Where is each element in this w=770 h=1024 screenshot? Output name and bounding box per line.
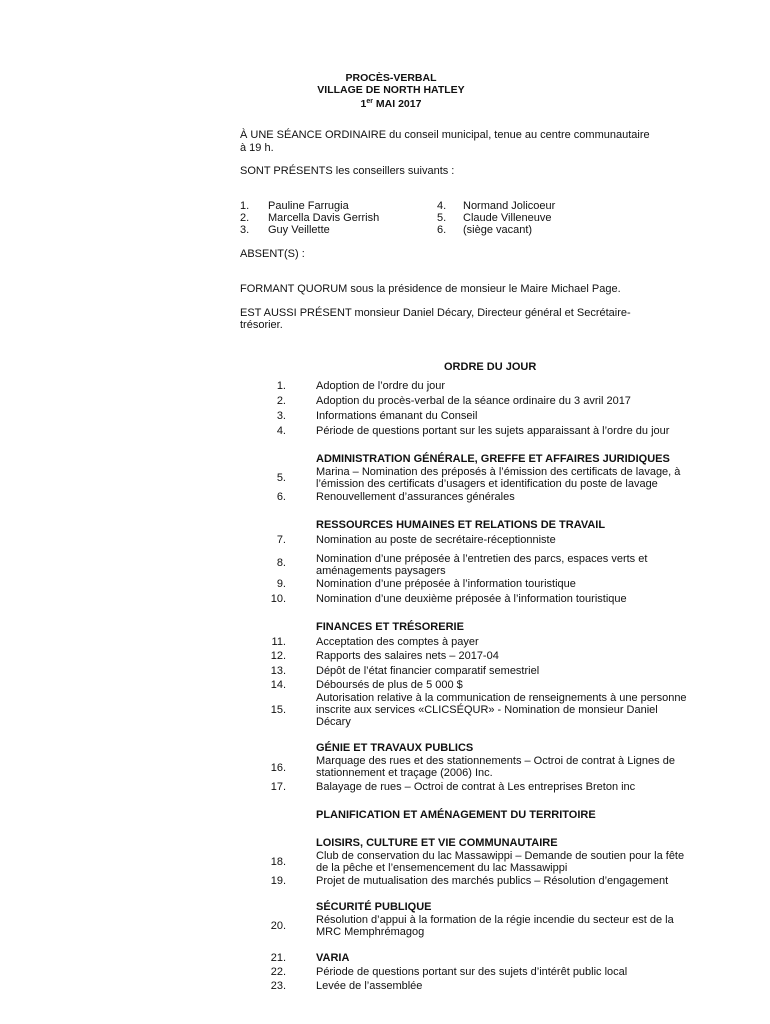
conseiller-name: Claude Villeneuve bbox=[463, 212, 552, 224]
item-text: Nomination d’une préposée à l’information touristique bbox=[316, 578, 576, 590]
item-num: 7. bbox=[276, 534, 286, 546]
seance-line-2: à 19 h. bbox=[240, 142, 274, 154]
conseiller-num: 2. bbox=[240, 212, 250, 224]
item-num: 21. bbox=[270, 952, 286, 964]
item-num: 8. bbox=[276, 557, 286, 569]
item-text: Rapports des salaires nets – 2017-04 bbox=[316, 650, 499, 662]
conseiller-num: 3. bbox=[240, 224, 250, 236]
item-text: l’émission des certificats d’usagers et identification du poste de lavage bbox=[316, 478, 658, 490]
item-text: stationnement et traçage (2006) Inc. bbox=[316, 767, 493, 779]
item-text: Période de questions portant sur des sujets d’intérêt public local bbox=[316, 966, 628, 978]
conseiller-num: 5. bbox=[437, 212, 447, 224]
item-text: Marina – Nomination des préposés à l’émission des certificats de lavage, à bbox=[316, 466, 681, 478]
conseiller-name: Pauline Farrugia bbox=[268, 200, 349, 212]
item-num: 9. bbox=[276, 578, 286, 590]
section-loisirs: LOISIRS, CULTURE ET VIE COMMUNAUTAIRE bbox=[316, 837, 558, 849]
item-text: Projet de mutualisation des marchés publics – Résolution d’engagement bbox=[316, 875, 669, 887]
item-num: 10. bbox=[270, 593, 286, 605]
section-rh: RESSOURCES HUMAINES ET RELATIONS DE TRAVAIL bbox=[316, 519, 606, 531]
item-text: MRC Memphrémagog bbox=[316, 926, 425, 938]
item-text: Balayage de rues – Octroi de contrat à Les entreprises Breton inc bbox=[316, 781, 636, 793]
ordre-title: ORDRE DU JOUR bbox=[444, 361, 537, 373]
item-text: Acceptation des comptes à payer bbox=[316, 636, 479, 648]
header-village: VILLAGE DE NORTH HATLEY bbox=[317, 84, 465, 96]
section-securite: SÉCURITÉ PUBLIQUE bbox=[316, 901, 432, 913]
seance-line-1: À UNE SÉANCE ORDINAIRE du conseil municipal, tenue au centre communautaire bbox=[240, 129, 650, 141]
item-num: 14. bbox=[270, 679, 286, 691]
item-text: Résolution d’appui à la formation de la régie incendie du secteur est de la bbox=[316, 914, 674, 926]
item-text: Période de questions portant sur les sujets apparaissant à l’ordre du jour bbox=[316, 425, 670, 437]
section-finances: FINANCES ET TRÉSORERIE bbox=[316, 621, 464, 633]
item-num: 1. bbox=[276, 380, 286, 392]
section-varia: VARIA bbox=[316, 952, 350, 964]
conseiller-name: Marcella Davis Gerrish bbox=[268, 212, 380, 224]
conseiller-num: 6. bbox=[437, 224, 447, 236]
section-admin: ADMINISTRATION GÉNÉRALE, GREFFE ET AFFAIRES JURIDIQUES bbox=[316, 453, 670, 465]
aussi-line-2: trésorier. bbox=[240, 319, 283, 331]
item-text: Levée de l’assemblée bbox=[316, 980, 423, 992]
aussi-line-1: EST AUSSI PRÉSENT monsieur Daniel Décary, Directeur général et Secrétaire- bbox=[240, 307, 631, 319]
item-num: 17. bbox=[270, 781, 286, 793]
item-num: 5. bbox=[276, 472, 286, 484]
item-text: Club de conservation du lac Massawippi – Demande de soutien pour la fête bbox=[316, 850, 685, 862]
conseiller-num: 4. bbox=[437, 200, 447, 212]
item-text: Autorisation relative à la communication de renseignements à une personne bbox=[316, 692, 687, 704]
quorum-line: FORMANT QUORUM sous la présidence de monsieur le Maire Michael Page. bbox=[240, 283, 621, 295]
item-num: 19. bbox=[270, 875, 286, 887]
conseiller-num: 1. bbox=[240, 200, 250, 212]
conseiller-name: (siège vacant) bbox=[463, 224, 533, 236]
item-text: Marquage des rues et des stationnements – Octroi de contrat à Lignes de bbox=[316, 755, 675, 767]
conseiller-name: Guy Veillette bbox=[268, 224, 330, 236]
item-num: 20. bbox=[270, 920, 286, 932]
section-planif: PLANIFICATION ET AMÉNAGEMENT DU TERRITOIRE bbox=[316, 809, 596, 821]
item-num: 18. bbox=[270, 856, 286, 868]
header-title: PROCÈS-VERBAL bbox=[345, 72, 437, 84]
absents-line: ABSENT(S) : bbox=[240, 248, 305, 260]
presents-line: SONT PRÉSENTS les conseillers suivants : bbox=[240, 165, 455, 177]
item-text: Décary bbox=[316, 716, 351, 728]
item-num: 4. bbox=[276, 425, 286, 437]
item-num: 3. bbox=[276, 410, 286, 422]
item-text: inscrite aux services «CLICSÉQUR» - Nomination de monsieur Daniel bbox=[316, 704, 658, 716]
date-rest: MAI 2017 bbox=[373, 98, 422, 110]
item-text: Adoption du procès-verbal de la séance ordinaire du 3 avril 2017 bbox=[316, 395, 631, 407]
item-num: 22. bbox=[270, 966, 286, 978]
date-sup: er bbox=[366, 98, 373, 105]
item-num: 13. bbox=[270, 665, 286, 677]
item-text: Renouvellement d’assurances générales bbox=[316, 491, 515, 503]
item-text: aménagements paysagers bbox=[316, 565, 446, 577]
item-num: 16. bbox=[270, 762, 286, 774]
item-num: 12. bbox=[270, 650, 286, 662]
item-num: 2. bbox=[276, 395, 286, 407]
item-text: Dépôt de l’état financier comparatif semestriel bbox=[316, 665, 540, 677]
item-num: 11. bbox=[271, 636, 286, 648]
date-day: 1 bbox=[360, 98, 367, 110]
item-text: Adoption de l’ordre du jour bbox=[316, 380, 446, 392]
item-text: de la pêche et l’ensemencement du lac Massawippi bbox=[316, 862, 568, 874]
conseiller-name: Normand Jolicoeur bbox=[463, 200, 556, 212]
item-text: Déboursés de plus de 5 000 $ bbox=[316, 679, 463, 691]
item-text: Nomination d’une deuxième préposée à l’information touristique bbox=[316, 593, 627, 605]
header-date bbox=[0, 96, 770, 110]
item-num: 6. bbox=[276, 491, 286, 503]
item-num: 15. bbox=[270, 704, 286, 716]
section-genie: GÉNIE ET TRAVAUX PUBLICS bbox=[316, 742, 474, 754]
item-num: 23. bbox=[270, 980, 286, 992]
item-text: Informations émanant du Conseil bbox=[316, 410, 478, 422]
item-text: Nomination d’une préposée à l’entretien des parcs, espaces verts et bbox=[316, 553, 648, 565]
item-text: Nomination au poste de secrétaire-réceptionniste bbox=[316, 534, 556, 546]
